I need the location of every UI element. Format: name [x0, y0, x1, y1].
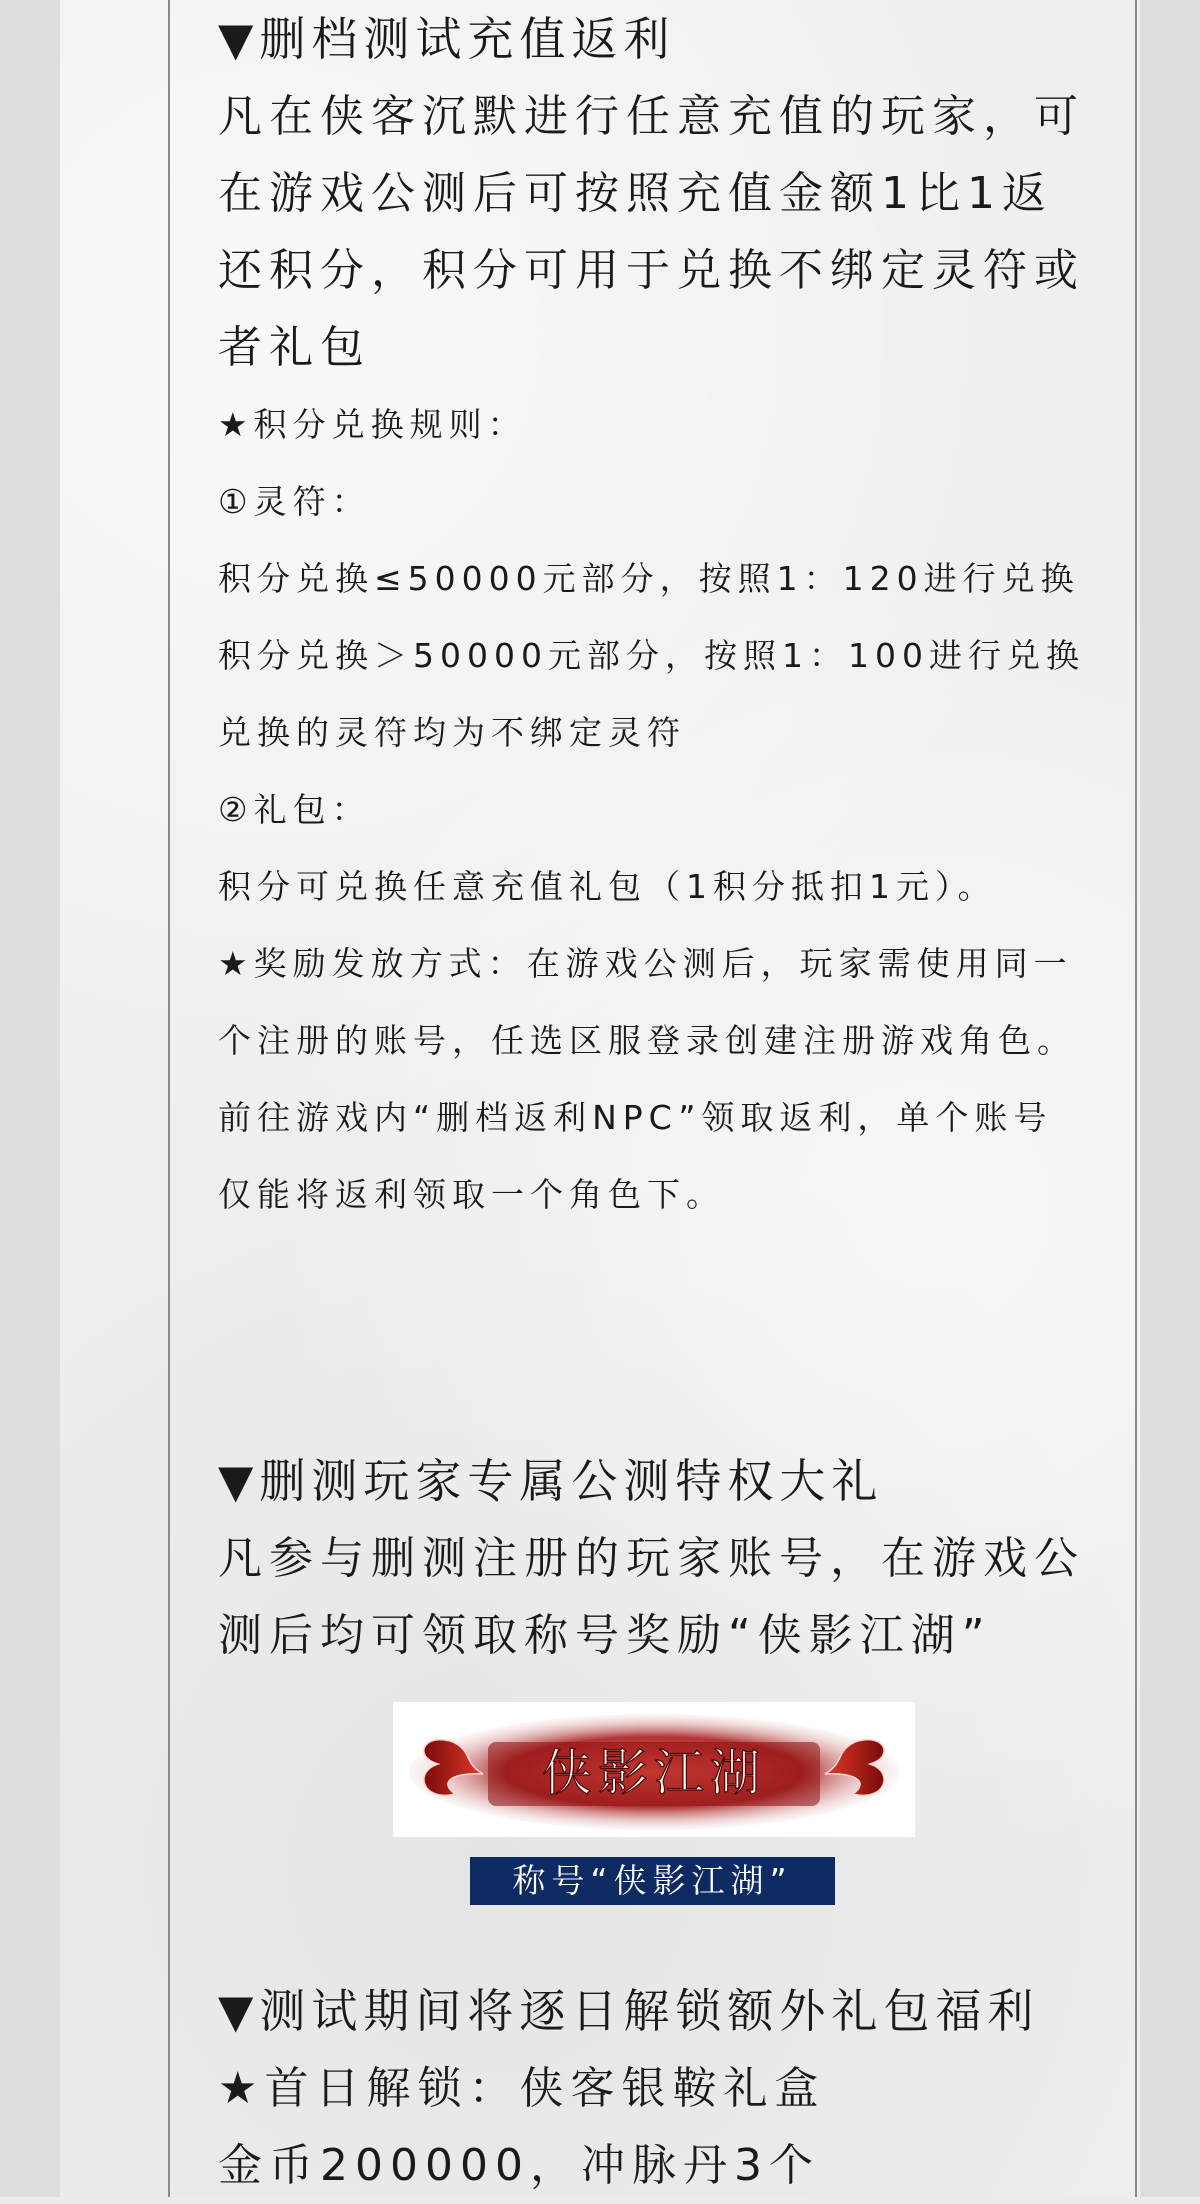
section-daily-unlock [218, 1972, 1086, 2204]
section-intro: 凡在侠客沉默进行任意充值的玩家，可在游戏公测后可按照充值金额1比1返还积分，积分可用于兑换不绑定灵符或者礼包 [218, 91, 1085, 373]
day-unlock-heading: ★首日解锁：侠客银鞍礼盒 [218, 2063, 826, 2114]
left-border-line [168, 0, 170, 2197]
paper-background [60, 0, 1140, 2197]
item-label: ②礼包： [218, 790, 371, 829]
rule-note: 兑换的灵符均为不绑定灵符 [218, 713, 686, 752]
title-badge-graphic [393, 1702, 915, 1837]
section-heading: ▼删档测试充值返利 [218, 12, 676, 66]
rule-line: 积分可兑换任意充值礼包（1积分抵扣1元）。 [218, 867, 997, 906]
rules-heading: ★积分兑换规则： [218, 405, 527, 444]
rule-line: 积分兑换＞50000元部分，按照1：100进行兑换 [218, 636, 1085, 675]
right-border-line [1135, 0, 1137, 2197]
section-recharge-rebate [218, 0, 1086, 1233]
section-exclusive-gift [218, 1442, 1086, 1674]
item-label: ①灵符： [218, 482, 371, 521]
rule-line: 积分兑换≤50000元部分，按照1：120进行兑换 [218, 559, 1080, 598]
title-badge-image [393, 1702, 915, 1837]
section-heading: ▼删测玩家专属公测特权大礼 [218, 1454, 884, 1508]
title-badge-caption: 称号“侠影江湖” [470, 1857, 835, 1905]
day-unlock-items: 金币200000，冲脉丹3个 [218, 2140, 820, 2191]
section-intro: 凡参与删测注册的玩家账号，在游戏公测后均可领取称号奖励“侠影江湖” [218, 1533, 1085, 1661]
reward-distribution-text: ★奖励发放方式：在游戏公测后，玩家需使用同一个注册的账号，任选区服登录创建注册游戏角色。前往游戏内“删档返利NPC”领取返利，单个账号仅能将返利领取一个角色下。 [218, 944, 1076, 1214]
right-margin [1140, 0, 1200, 2197]
section-heading: ▼测试期间将逐日解锁额外礼包福利 [218, 1984, 1040, 2038]
left-margin [0, 0, 60, 2197]
badge-title-text: 侠影江湖 [542, 1744, 766, 1802]
